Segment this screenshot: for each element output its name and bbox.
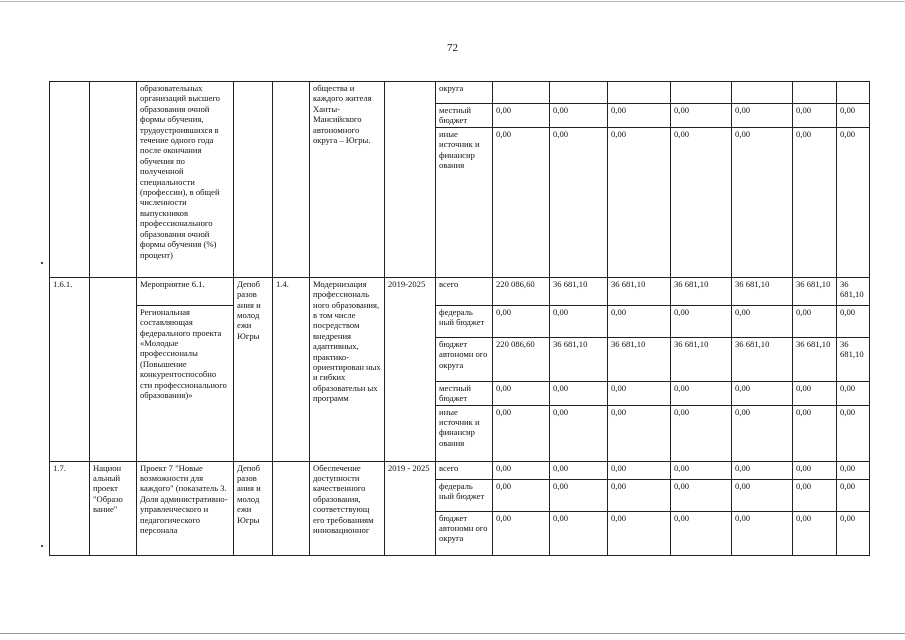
ref-cell [273, 461, 310, 555]
value-cell: 0,00 [671, 405, 732, 461]
source-cell: бюджет автономн ого округа [436, 511, 493, 555]
value-cell: 0,00 [793, 127, 837, 277]
result-cell: Модернизация профессиональ ного образования, в том числе посредством внедрения адаптивных, практико-ориентирован ных и гибких образовательн ых программ [310, 277, 385, 461]
value-cell: 0,00 [837, 461, 870, 479]
project-cell: Проект 7 "Новые возможности для каждого" (показатель 3. Доля административно-управленческого и педагогического персонала [137, 461, 234, 555]
value-cell [671, 82, 732, 104]
period-cell: 2019 - 2025 [385, 461, 436, 555]
value-cell: 36 681,10 [793, 277, 837, 305]
value-cell [837, 82, 870, 104]
period-cell: 2019-2025 [385, 277, 436, 461]
value-cell: 0,00 [793, 381, 837, 405]
value-cell: 0,00 [732, 305, 793, 337]
value-cell: 36 681,10 [837, 337, 870, 381]
value-cell: 0,00 [550, 511, 608, 555]
national-cell [90, 277, 137, 461]
source-cell: всего [436, 461, 493, 479]
value-cell: 0,00 [732, 381, 793, 405]
value-cell: 0,00 [608, 104, 671, 128]
value-cell: 36 681,10 [837, 277, 870, 305]
value-cell: 0,00 [550, 104, 608, 128]
value-cell: 0,00 [837, 511, 870, 555]
value-cell: 0,00 [550, 381, 608, 405]
value-cell: 36 681,10 [671, 337, 732, 381]
num-cell: 1.7. [50, 461, 90, 555]
value-cell: 0,00 [671, 305, 732, 337]
value-cell: 0,00 [671, 511, 732, 555]
value-cell: 0,00 [732, 511, 793, 555]
value-cell: 36 681,10 [550, 337, 608, 381]
project-cell: Региональная составляющая федерального проекта «Молодые профессионалы (Повышение конкурентоспособно сти профессионального образования)» [137, 305, 234, 461]
value-cell: 36 681,10 [732, 277, 793, 305]
value-cell: 0,00 [671, 381, 732, 405]
result-cell: общества и каждого жителя Ханты-Мансийского автономного округа – Югры. [310, 82, 385, 278]
value-cell: 36 681,10 [732, 337, 793, 381]
event-cell: Мероприятие 6.1. [137, 277, 234, 305]
value-cell [550, 82, 608, 104]
value-cell: 0,00 [608, 479, 671, 511]
value-cell: 220 086,60 [493, 337, 550, 381]
period-cell [385, 82, 436, 278]
national-cell [90, 82, 137, 278]
scan-speck [41, 545, 43, 547]
value-cell: 0,00 [493, 511, 550, 555]
value-cell [732, 82, 793, 104]
value-cell: 0,00 [732, 461, 793, 479]
program-table [49, 81, 870, 556]
value-cell: 0,00 [550, 305, 608, 337]
value-cell: 0,00 [732, 479, 793, 511]
value-cell: 0,00 [837, 305, 870, 337]
value-cell: 36 681,10 [608, 277, 671, 305]
value-cell: 0,00 [732, 104, 793, 128]
table-row [50, 277, 870, 305]
result-cell: Обеспечение доступности качественного образования, соответствующ его требованиям инновационног [310, 461, 385, 555]
value-cell: 36 681,10 [550, 277, 608, 305]
value-cell: 0,00 [837, 479, 870, 511]
value-cell: 0,00 [550, 479, 608, 511]
value-cell: 0,00 [732, 405, 793, 461]
value-cell: 36 681,10 [671, 277, 732, 305]
source-cell: бюджет автономн ого округа [436, 337, 493, 381]
exec-cell [234, 82, 273, 278]
value-cell: 0,00 [550, 461, 608, 479]
value-cell: 0,00 [793, 305, 837, 337]
value-cell: 0,00 [608, 305, 671, 337]
source-cell: местный бюджет [436, 381, 493, 405]
value-cell: 0,00 [837, 381, 870, 405]
value-cell: 0,00 [550, 127, 608, 277]
national-cell: Национ альный проект "Образо вание" [90, 461, 137, 555]
table-row [50, 461, 870, 479]
value-cell: 0,00 [550, 405, 608, 461]
table-row [50, 82, 870, 104]
value-cell: 0,00 [793, 461, 837, 479]
value-cell: 36 681,10 [608, 337, 671, 381]
value-cell: 0,00 [608, 511, 671, 555]
value-cell [793, 82, 837, 104]
value-cell: 0,00 [493, 479, 550, 511]
source-cell: округа [436, 82, 493, 104]
value-cell: 0,00 [608, 461, 671, 479]
source-cell: всего [436, 277, 493, 305]
num-cell [50, 82, 90, 278]
value-cell: 0,00 [608, 405, 671, 461]
value-cell [493, 82, 550, 104]
source-cell: федераль ный бюджет [436, 305, 493, 337]
value-cell: 0,00 [837, 127, 870, 277]
num-cell: 1.6.1. [50, 277, 90, 461]
source-cell: местный бюджет [436, 104, 493, 128]
value-cell: 0,00 [671, 127, 732, 277]
source-cell: иные источник и финансир ования [436, 405, 493, 461]
value-cell: 0,00 [793, 479, 837, 511]
value-cell: 0,00 [837, 104, 870, 128]
value-cell: 0,00 [671, 104, 732, 128]
value-cell: 0,00 [493, 405, 550, 461]
table-row [50, 305, 870, 337]
scan-speck [41, 262, 43, 264]
scan-bottom-edge [0, 633, 905, 634]
goal-cell: образовательных организаций высшего образования очной формы обучения, трудоустроившихся в течение одного года после окончания обучения по полученной специальности (профессии), в общей численности выпускников профессионального образования очной формы обучения (%) процент) [137, 82, 234, 278]
value-cell: 0,00 [493, 461, 550, 479]
value-cell: 0,00 [837, 405, 870, 461]
value-cell: 0,00 [493, 127, 550, 277]
source-cell: федераль ный бюджет [436, 479, 493, 511]
ref-cell: 1.4. [273, 277, 310, 461]
value-cell: 0,00 [671, 479, 732, 511]
value-cell [608, 82, 671, 104]
exec-cell: Депоб разов ания и молод ежи Югры [234, 461, 273, 555]
value-cell: 0,00 [493, 305, 550, 337]
value-cell: 0,00 [793, 511, 837, 555]
value-cell: 0,00 [493, 104, 550, 128]
scan-top-edge [0, 1, 905, 2]
value-cell: 0,00 [608, 127, 671, 277]
value-cell: 0,00 [671, 461, 732, 479]
page-number: 72 [447, 42, 458, 54]
value-cell: 36 681,10 [793, 337, 837, 381]
value-cell: 0,00 [608, 381, 671, 405]
source-cell: иные источник и финансир ования [436, 127, 493, 277]
value-cell: 0,00 [793, 405, 837, 461]
value-cell: 0,00 [732, 127, 793, 277]
ref-cell [273, 82, 310, 278]
value-cell: 0,00 [493, 381, 550, 405]
value-cell: 220 086,60 [493, 277, 550, 305]
value-cell: 0,00 [793, 104, 837, 128]
exec-cell: Депоб разов ания и молод ежи Югры [234, 277, 273, 461]
